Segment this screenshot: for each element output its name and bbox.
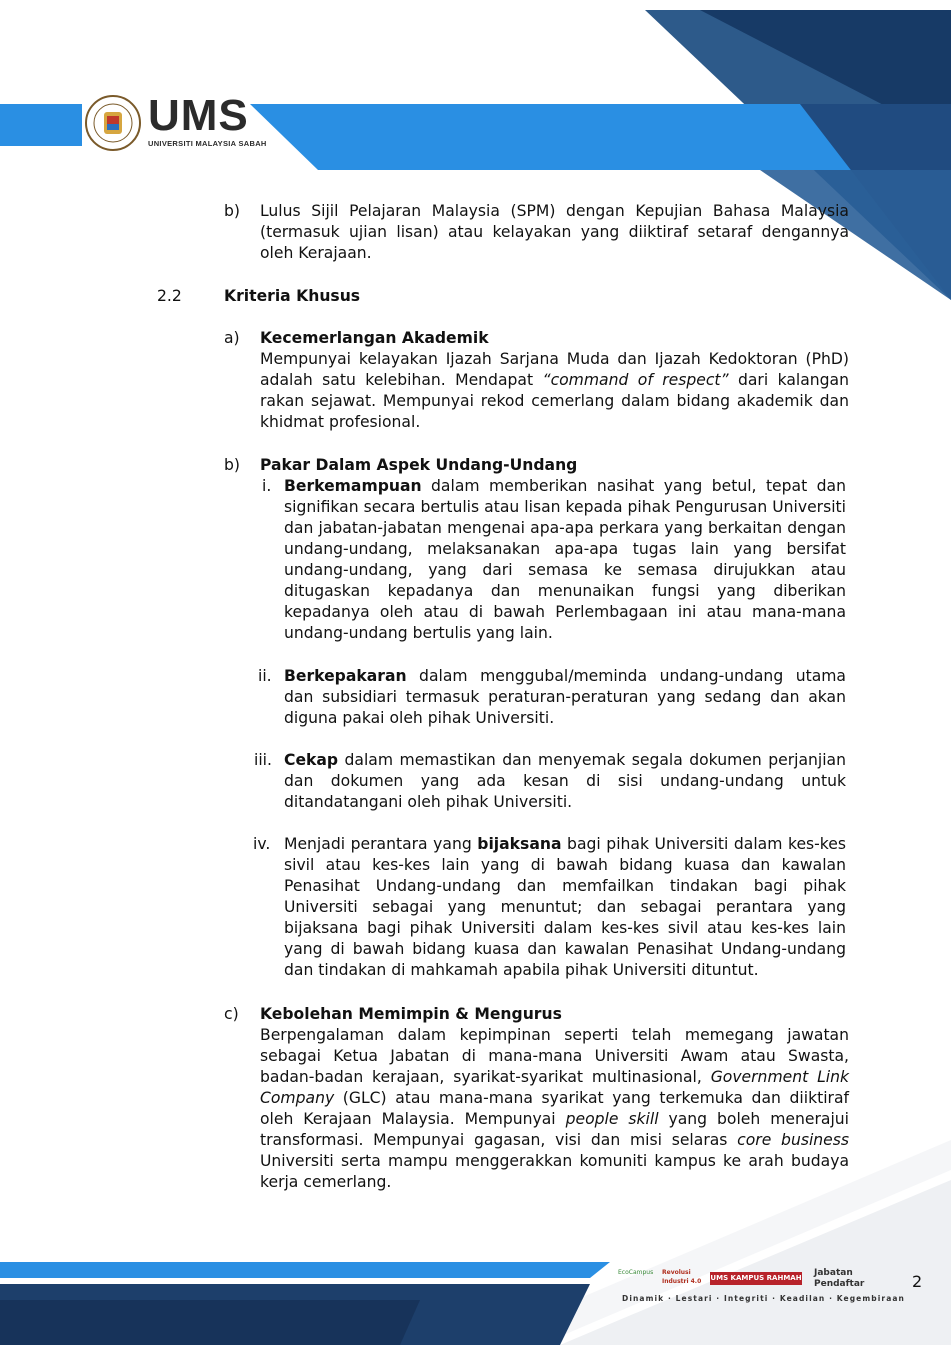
item-a-heading: Kecemerlangan Akademik	[260, 329, 489, 347]
item-label-b: b)	[224, 202, 240, 220]
item-label-b2: b)	[224, 456, 240, 474]
ecocampus-logo: EcoCampus	[618, 1269, 654, 1276]
ums-seal-icon	[84, 94, 142, 152]
footer-logos	[618, 1268, 890, 1292]
item-label-c: c)	[224, 1005, 239, 1023]
kampus-rahmah-logo: UMS KAMPUS RAHMAH	[710, 1272, 802, 1285]
subitem-text: Berkepakaran dalam menggubal/meminda undang-undang utama dan subsidiari termasuk peraturan-peraturan yang sedang dan akan diguna pakai oleh pihak Universiti.	[284, 667, 846, 727]
item-a-text: Mempunyai kelayakan Ijazah Sarjana Muda dan Ijazah Kedoktoran (PhD) adalah satu kelebihan. Mendapat “command of respect” dari kalangan rakan sejawat. Mempunyai rekod cemerlang dalam bidang akademik dan khidmat profesional.	[260, 350, 849, 431]
section-number: 2.2	[157, 287, 182, 305]
subitem-text: Berkemampuan dalam memberikan nasihat yang betul, tepat dan signifikan secara bertulis atau lisan kepada pihak Pengurusan Universiti dan jabatan-jabatan mengenai apa-apa perkara yang berkaitan dengan undang-undang, melaksanakan apa-apa tugas lain yang bersifat undang-undang, yang dari semasa ke semasa dirujukkan atau ditugaskan kepadanya dan menunaikan fungsi yang diberikan kepadanya oleh atau di bawah Perlembagaan ini atau mana-mana undang-undang bertulis yang lain.	[284, 477, 846, 642]
logo-subtext: UNIVERSITI MALAYSIA SABAH	[148, 139, 267, 148]
revolusi-logo: Revolusi Industri 4.0	[662, 1269, 702, 1285]
page-number: 2	[912, 1272, 923, 1291]
section-title: Kriteria Khusus	[224, 287, 361, 305]
item-c-text: Berpengalaman dalam kepimpinan seperti telah memegang jawatan sebagai Ketua Jabatan di mana-mana Universiti Awam atau Swasta, badan-badan kerajaan, syarikat-syarikat multinasional, Government Link Company (GLC) atau mana-mana syarikat yang terkemuka dan diiktiraf oleh Kerajaan Malaysia. Mempunyai people skill yang boleh menerajui transformasi. Mempunyai gagasan, visi dan misi selaras core business Universiti serta mampu menggerakkan komuniti kampus ke arah budaya kerja cemerlang.	[260, 1026, 850, 1191]
subitem-num: ii.	[258, 667, 272, 685]
item-c-heading: Kebolehan Memimpin & Mengurus	[260, 1005, 562, 1023]
subitem-text: Cekap dalam memastikan dan menyemak segala dokumen perjanjian dan dokumen yang ada kesan di sisi undang-undang untuk ditandatangani oleh pihak Universiti.	[284, 751, 846, 811]
jabatan-pendaftar-logo: Jabatan Pendaftar	[814, 1268, 865, 1289]
subitem-num: i.	[262, 477, 272, 495]
subitem-num: iii.	[254, 751, 272, 769]
logo-wordmark: UMS	[148, 91, 249, 140]
item-label-a: a)	[224, 329, 240, 347]
footer-tagline: Dinamik · Lestari · Integriti · Keadilan · Kegembiraan	[622, 1294, 905, 1303]
item-b2-heading: Pakar Dalam Aspek Undang-Undang	[260, 456, 578, 474]
subitem-text: Menjadi perantara yang bijaksana bagi pihak Universiti dalam kes-kes sivil atau kes-kes lain yang di bawah bidang kuasa dan kawalan Penasihat Undang-undang dan memfailkan tindakan bagi pihak Universiti sebagai yang menuntut; dan sebagai perantara yang bijaksana bagi pihak Universiti dalam kes-kes sivil atau kes-kes lain yang di bawah bidang kuasa dan kawalan Penasihat Undang-undang dan tindakan di mahkamah apabila pihak Universiti dituntut.	[284, 835, 847, 979]
item-b-text: Lulus Sijil Pelajaran Malaysia (SPM) dengan Kepujian Bahasa Malaysia (termasuk ujian lisan) atau kelayakan yang diiktiraf setaraf dengannya oleh Kerajaan.	[260, 202, 849, 262]
subitem-num: iv.	[253, 835, 271, 853]
